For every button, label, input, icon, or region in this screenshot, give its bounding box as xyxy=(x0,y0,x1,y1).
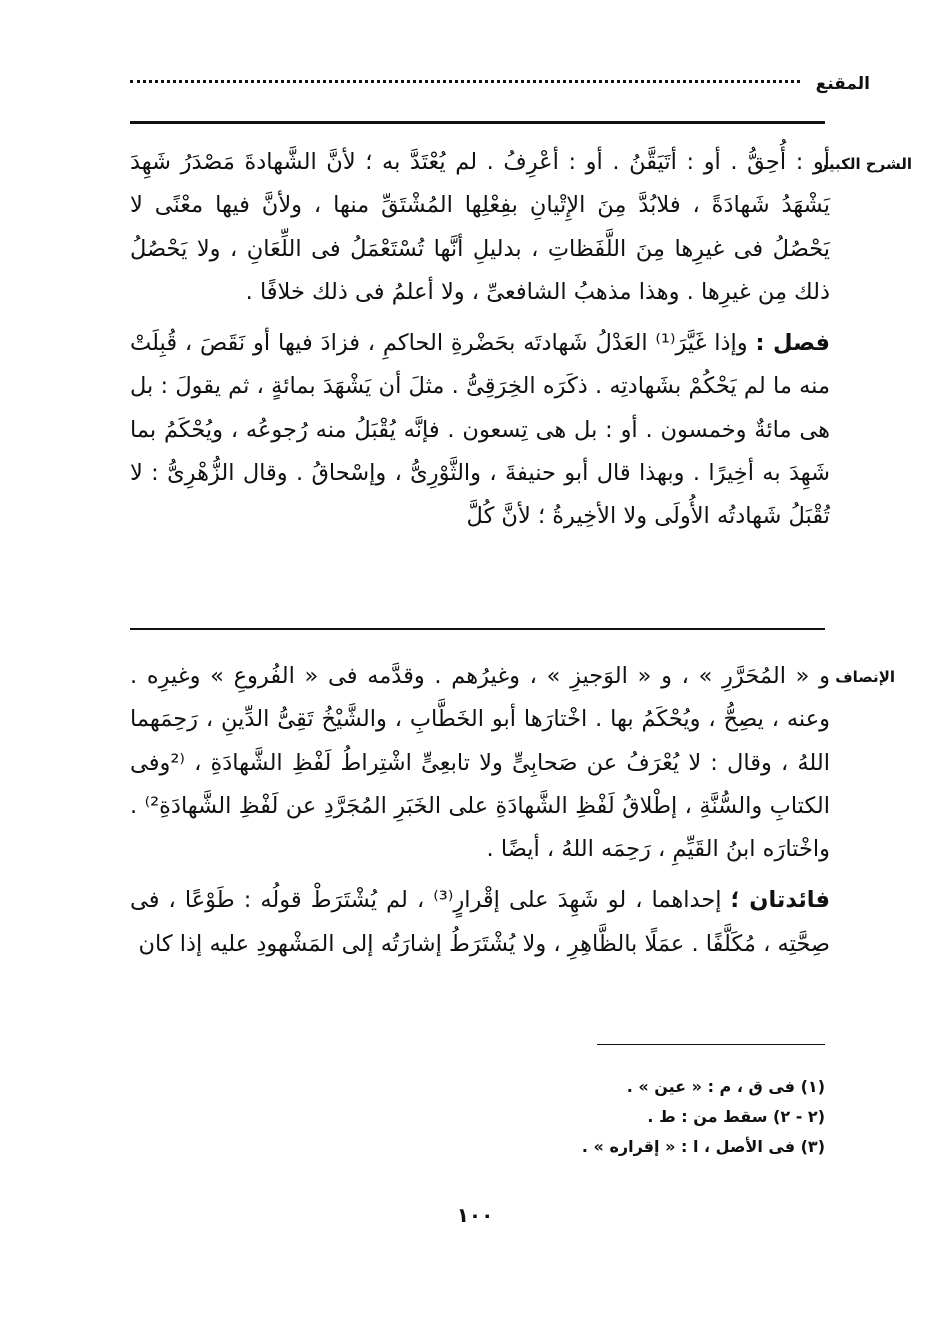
book-title: المقنع xyxy=(815,74,870,94)
section-lead: فصل : xyxy=(755,330,830,357)
sharh-paragraph-text: وإذا غَيَّرَ⁽¹⁾ العَدْلُ شَهادتَه بحَضْرةِ الحاكمِ ، فزادَ فيها أو نَقَصَ ، قُبِلَتْ منه ما لم يَحْكُمْ بشَهادتِه . ذكَرَه الخِرَقِىُّ . مثلَ أن يَشْهَدَ بمائةٍ ، ثم يقولَ : بل هى مائةٌ وخمسون . أو : بل هى تِسعون . فإنَّه يُقْبَلُ منه رُجوعُه ، ويُحْكَمُ بما شَهِدَ به أخِيرًا . وبهذا قال أبو حنيفةَ ، والثَّوْرِىُّ ، وإسْحاقُ . وقال الزُّهْرِىُّ : لا تُقْبَلُ شَهادتُه الأُولَى ولا الأخِيرةُ ؛ لأنَّ كُلَّ xyxy=(130,330,830,530)
footnote: (١) فى ق ، م : « عين » . xyxy=(626,1077,825,1096)
footnote: (٢ - ٢) سقط من : ط . xyxy=(647,1107,825,1126)
insaf-paragraph: و « المُحَرَّرِ » ، و « الوَجيزِ » ، وغيرُهم . وقدَّمه فى « الفُروعِ » وغيرِه . وعنه ، يصِحُّ ، ويُحْكَمُ بها . اخْتارَها أبو الخَطَّابِ ، والشَّيْخُ تَقِىُّ الدِّينِ ، رَحِمَهما اللهُ ، وقال : لا يُعْرَفُ عن صَحابِىٍّ ولا تابعِىٍّ اشْتِراطُ لَفْظِ الشَّهادَةِ ، ⁽²وفى الكتابِ والسُّنَّةِ ، إطْلاقُ لَفْظِ الشَّهادَةِ على الخَبَرِ المُجَرَّدِ عن لَفْظِ الشَّهادَةِ²⁾ . واخْتارَه ابنُ القَيِّمِ ، رَحِمَه اللهُ ، أيضًا . xyxy=(130,663,830,863)
insaf-paragraph-text: إحداهما ، لو شَهِدَ على إقْرارٍ⁽³⁾ ، لم يُشْتَرَطْ قولُه : طَوْعًا ، فى صِحَّتِه ، مُكَلَّفًا . عمَلًا بالظَّاهِرِ ، ولا يُشْتَرَطُ إشارَتُه إلى المَشْهودِ عليه إذا كان xyxy=(130,887,830,957)
sharh-paragraph xyxy=(130,322,830,538)
sharh-text xyxy=(130,141,830,539)
section-lead: فائدتان ؛ xyxy=(730,887,830,914)
footnote: (٣) فى الأصل ، ا : « إقراره » . xyxy=(581,1137,825,1156)
page-number: ١٠٠ xyxy=(456,1203,494,1227)
header-rule xyxy=(130,121,825,124)
section-divider xyxy=(130,628,825,630)
dotted-leader xyxy=(130,80,800,83)
sharh-paragraph: أو : أُحِقُّ . أو : أتَيَقَّنُ . أو : أعْرِفُ . لم يُعْتَدَّ به ؛ لأنَّ الشَّهادةَ مَصْدَرُ شَهِدَ يَشْهَدُ شَهادَةً ، فلابُدَّ مِنَ الإِتْيانِ بفِعْلِها المُشْتَقِّ منها ، ولأنَّ فيها معْنًى لا يَحْصُلُ فى غيرِها مِنَ اللَّفَظاتِ ، بدليلِ أنَّها تُسْتَعْمَلُ فى اللِّعَانِ ، ولا يَحْصُلُ ذلك مِن غيرِها . وهذا مذهبُ الشافعىِّ ، ولا أعلمُ فى ذلك خلافًا . xyxy=(130,149,830,305)
insaf-paragraph xyxy=(130,879,830,966)
insaf-text xyxy=(130,655,830,966)
sharh-label: الشرح الكبير xyxy=(819,155,912,173)
footnotes xyxy=(400,1072,825,1162)
insaf-label: الإنصاف xyxy=(835,668,895,686)
footnote-rule xyxy=(597,1044,825,1045)
running-head xyxy=(130,70,870,110)
